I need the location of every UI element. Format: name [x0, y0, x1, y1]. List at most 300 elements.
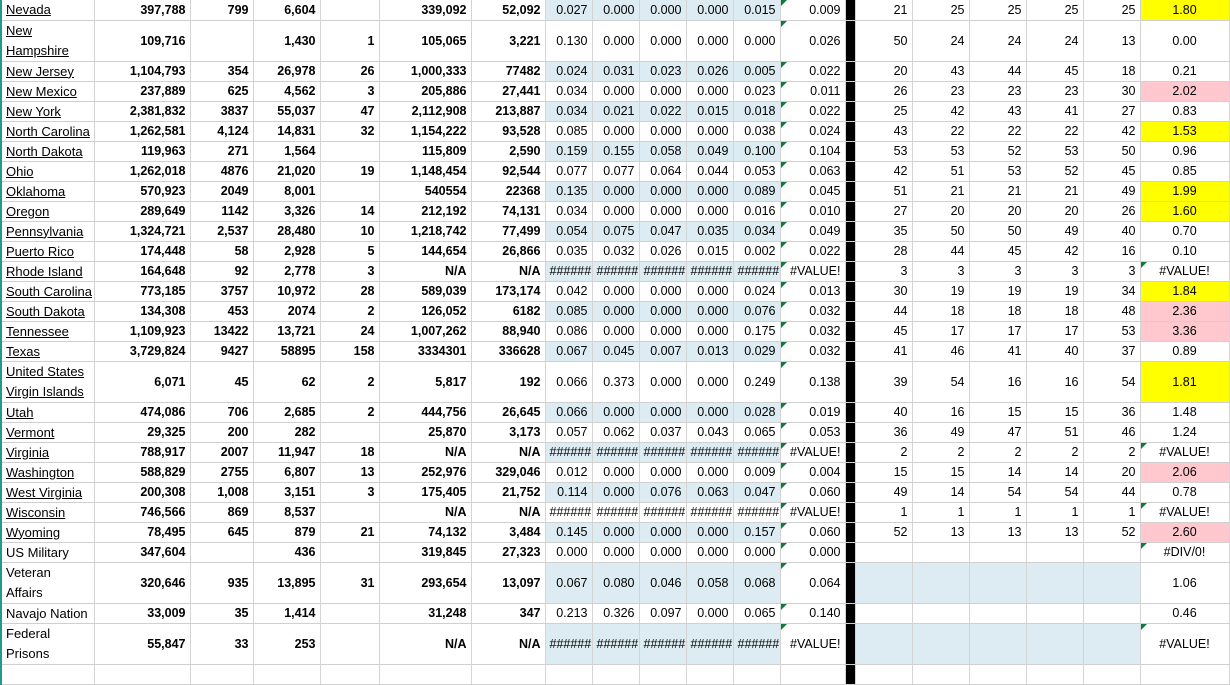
cell-n1[interactable]: 119,963: [94, 141, 190, 161]
cell-d3[interactable]: ######: [639, 261, 686, 281]
cell-r3[interactable]: [969, 623, 1026, 664]
cell-n2[interactable]: 2,537: [190, 221, 253, 241]
cell-n6[interactable]: 88,940: [471, 321, 545, 341]
cell-n5[interactable]: 444,756: [379, 402, 471, 422]
cell-d4[interactable]: 0.044: [686, 161, 733, 181]
cell-d1[interactable]: 0.077: [545, 161, 592, 181]
cell-d5[interactable]: 0.249: [733, 361, 780, 402]
table-row[interactable]: [1, 81, 1229, 101]
cell-d5[interactable]: 0.029: [733, 341, 780, 361]
cell-r1[interactable]: 44: [855, 301, 912, 321]
cell-r1[interactable]: 2: [855, 442, 912, 462]
cell-n3[interactable]: 1,414: [253, 603, 320, 623]
row-label-cell[interactable]: [1, 422, 94, 442]
cell-ratio[interactable]: 2.60: [1140, 522, 1229, 542]
cell-ratio[interactable]: 2.36: [1140, 301, 1229, 321]
cell-d4[interactable]: 0.015: [686, 241, 733, 261]
cell-r5[interactable]: [1083, 603, 1140, 623]
cell-r1[interactable]: [855, 562, 912, 603]
cell-r5[interactable]: 36: [1083, 402, 1140, 422]
cell-d5[interactable]: ######: [733, 442, 780, 462]
row-label-cell[interactable]: [1, 181, 94, 201]
cell-d3[interactable]: 0.037: [639, 422, 686, 442]
cell-n4[interactable]: 10: [320, 221, 379, 241]
cell-n6[interactable]: 3,173: [471, 422, 545, 442]
cell-r5[interactable]: 26: [1083, 201, 1140, 221]
cell-r3[interactable]: [969, 603, 1026, 623]
cell-r5[interactable]: 2: [1083, 442, 1140, 462]
cell-n4[interactable]: [320, 603, 379, 623]
table-row[interactable]: [1, 623, 1229, 664]
cell-r1[interactable]: 15: [855, 462, 912, 482]
cell-d4[interactable]: 0.000: [686, 321, 733, 341]
cell-r2[interactable]: 17: [912, 321, 969, 341]
cell-n6[interactable]: N/A: [471, 261, 545, 281]
row-label-link[interactable]: South Dakota: [6, 303, 85, 319]
cell-n2[interactable]: 2755: [190, 462, 253, 482]
cell-r2[interactable]: 54: [912, 361, 969, 402]
cell-r1[interactable]: 25: [855, 101, 912, 121]
row-label-cell[interactable]: [1, 402, 94, 422]
cell-n2[interactable]: 1,008: [190, 482, 253, 502]
cell-d1[interactable]: 0.159: [545, 141, 592, 161]
cell-d6[interactable]: 0.022: [780, 61, 845, 81]
cell-r4[interactable]: 42: [1026, 241, 1083, 261]
cell-d6[interactable]: #VALUE!: [780, 261, 845, 281]
cell-r5[interactable]: 40: [1083, 221, 1140, 241]
cell-n3[interactable]: 2,928: [253, 241, 320, 261]
cell-d5[interactable]: 0.053: [733, 161, 780, 181]
cell-r1[interactable]: 21: [855, 0, 912, 20]
cell-n4[interactable]: 19: [320, 161, 379, 181]
cell-n2[interactable]: 4,124: [190, 121, 253, 141]
cell-n2[interactable]: 4876: [190, 161, 253, 181]
cell-d4[interactable]: 0.000: [686, 201, 733, 221]
cell-d6[interactable]: 0.024: [780, 121, 845, 141]
cell-ratio[interactable]: #DIV/0!: [1140, 542, 1229, 562]
cell-ratio[interactable]: 0.96: [1140, 141, 1229, 161]
cell-n3[interactable]: 4,562: [253, 81, 320, 101]
cell-n3[interactable]: 6,604: [253, 0, 320, 20]
cell-d2[interactable]: 0.000: [592, 181, 639, 201]
row-label-cell[interactable]: [1, 522, 94, 542]
cell-d3[interactable]: 0.000: [639, 301, 686, 321]
cell-d1[interactable]: 0.135: [545, 181, 592, 201]
cell-d1[interactable]: 0.035: [545, 241, 592, 261]
table-body[interactable]: [1, 0, 1229, 684]
cell-d4[interactable]: 0.015: [686, 101, 733, 121]
cell-d5[interactable]: 0.065: [733, 603, 780, 623]
cell-n5[interactable]: 1,148,454: [379, 161, 471, 181]
cell-r1[interactable]: 42: [855, 161, 912, 181]
cell-n1[interactable]: 2,381,832: [94, 101, 190, 121]
cell-r1[interactable]: [855, 542, 912, 562]
cell-r2[interactable]: 14: [912, 482, 969, 502]
cell-n4[interactable]: 2: [320, 402, 379, 422]
cell-ratio[interactable]: 0.00: [1140, 20, 1229, 61]
cell-ratio[interactable]: 1.24: [1140, 422, 1229, 442]
table-row[interactable]: [1, 181, 1229, 201]
table-row[interactable]: [1, 482, 1229, 502]
cell-d6[interactable]: [780, 664, 845, 684]
cell-ratio[interactable]: 1.53: [1140, 121, 1229, 141]
cell-n3[interactable]: 11,947: [253, 442, 320, 462]
cell-d4[interactable]: 0.000: [686, 121, 733, 141]
cell-n1[interactable]: 174,448: [94, 241, 190, 261]
cell-d2[interactable]: 0.155: [592, 141, 639, 161]
cell-n3[interactable]: 55,037: [253, 101, 320, 121]
cell-n4[interactable]: 47: [320, 101, 379, 121]
cell-r4[interactable]: 18: [1026, 301, 1083, 321]
cell-d3[interactable]: 0.023: [639, 61, 686, 81]
cell-d5[interactable]: 0.000: [733, 542, 780, 562]
cell-ratio[interactable]: 1.48: [1140, 402, 1229, 422]
table-row[interactable]: [1, 241, 1229, 261]
cell-d4[interactable]: 0.000: [686, 542, 733, 562]
cell-r3[interactable]: 2: [969, 442, 1026, 462]
cell-d3[interactable]: 0.007: [639, 341, 686, 361]
cell-d1[interactable]: 0.034: [545, 101, 592, 121]
cell-r5[interactable]: [1083, 562, 1140, 603]
cell-r4[interactable]: 13: [1026, 522, 1083, 542]
cell-d6[interactable]: 0.013: [780, 281, 845, 301]
cell-d4[interactable]: ######: [686, 502, 733, 522]
table-row[interactable]: [1, 161, 1229, 181]
cell-r5[interactable]: 34: [1083, 281, 1140, 301]
cell-n3[interactable]: 14,831: [253, 121, 320, 141]
cell-r4[interactable]: 16: [1026, 361, 1083, 402]
cell-d2[interactable]: 0.000: [592, 462, 639, 482]
cell-n6[interactable]: N/A: [471, 623, 545, 664]
cell-r2[interactable]: 16: [912, 402, 969, 422]
cell-n4[interactable]: 28: [320, 281, 379, 301]
cell-d3[interactable]: ######: [639, 442, 686, 462]
cell-d6[interactable]: #VALUE!: [780, 502, 845, 522]
cell-n5[interactable]: 126,052: [379, 301, 471, 321]
cell-d5[interactable]: 0.015: [733, 0, 780, 20]
cell-n2[interactable]: 645: [190, 522, 253, 542]
cell-r5[interactable]: 27: [1083, 101, 1140, 121]
cell-n1[interactable]: 1,324,721: [94, 221, 190, 241]
cell-ratio[interactable]: 1.80: [1140, 0, 1229, 20]
cell-d1[interactable]: 0.054: [545, 221, 592, 241]
cell-ratio[interactable]: 0.85: [1140, 161, 1229, 181]
cell-r4[interactable]: 2: [1026, 442, 1083, 462]
cell-r3[interactable]: 52: [969, 141, 1026, 161]
cell-r1[interactable]: [855, 664, 912, 684]
cell-d3[interactable]: 0.000: [639, 81, 686, 101]
cell-n4[interactable]: [320, 623, 379, 664]
cell-n4[interactable]: 158: [320, 341, 379, 361]
cell-d3[interactable]: 0.000: [639, 402, 686, 422]
cell-n1[interactable]: 134,308: [94, 301, 190, 321]
cell-d2[interactable]: 0.000: [592, 20, 639, 61]
table-row[interactable]: [1, 141, 1229, 161]
cell-r4[interactable]: [1026, 542, 1083, 562]
cell-r4[interactable]: 14: [1026, 462, 1083, 482]
cell-r5[interactable]: 44: [1083, 482, 1140, 502]
cell-n1[interactable]: [94, 664, 190, 684]
cell-n6[interactable]: 26,645: [471, 402, 545, 422]
cell-r4[interactable]: 22: [1026, 121, 1083, 141]
cell-n4[interactable]: 21: [320, 522, 379, 542]
cell-n1[interactable]: 746,566: [94, 502, 190, 522]
cell-d3[interactable]: 0.064: [639, 161, 686, 181]
cell-r2[interactable]: [912, 623, 969, 664]
cell-r2[interactable]: 20: [912, 201, 969, 221]
cell-d1[interactable]: 0.067: [545, 341, 592, 361]
cell-d5[interactable]: 0.016: [733, 201, 780, 221]
cell-n6[interactable]: 52,092: [471, 0, 545, 20]
cell-n6[interactable]: 3,484: [471, 522, 545, 542]
cell-ratio[interactable]: 1.81: [1140, 361, 1229, 402]
cell-n2[interactable]: [190, 542, 253, 562]
table-row[interactable]: [1, 442, 1229, 462]
row-label-cell[interactable]: [1, 221, 94, 241]
cell-n5[interactable]: 175,405: [379, 482, 471, 502]
row-label-cell[interactable]: [1, 442, 94, 462]
table-row[interactable]: [1, 422, 1229, 442]
cell-d6[interactable]: 0.060: [780, 482, 845, 502]
cell-d6[interactable]: 0.138: [780, 361, 845, 402]
cell-r5[interactable]: 37: [1083, 341, 1140, 361]
cell-n6[interactable]: 192: [471, 361, 545, 402]
cell-n5[interactable]: 212,192: [379, 201, 471, 221]
cell-d6[interactable]: 0.064: [780, 562, 845, 603]
cell-n1[interactable]: 289,649: [94, 201, 190, 221]
row-label-cell[interactable]: [1, 101, 94, 121]
cell-d2[interactable]: 0.021: [592, 101, 639, 121]
cell-d5[interactable]: ######: [733, 623, 780, 664]
cell-d2[interactable]: 0.000: [592, 402, 639, 422]
row-label-link[interactable]: Utah: [6, 404, 34, 420]
cell-n5[interactable]: 25,870: [379, 422, 471, 442]
cell-r5[interactable]: 20: [1083, 462, 1140, 482]
cell-n1[interactable]: 1,262,581: [94, 121, 190, 141]
cell-n1[interactable]: 200,308: [94, 482, 190, 502]
cell-n2[interactable]: 869: [190, 502, 253, 522]
cell-d6[interactable]: 0.011: [780, 81, 845, 101]
cell-r5[interactable]: 50: [1083, 141, 1140, 161]
cell-n5[interactable]: 1,154,222: [379, 121, 471, 141]
cell-r1[interactable]: 27: [855, 201, 912, 221]
cell-d5[interactable]: 0.002: [733, 241, 780, 261]
cell-r3[interactable]: 17: [969, 321, 1026, 341]
cell-d5[interactable]: ######: [733, 502, 780, 522]
cell-n4[interactable]: 3: [320, 81, 379, 101]
cell-n2[interactable]: 3757: [190, 281, 253, 301]
cell-n5[interactable]: N/A: [379, 261, 471, 281]
cell-d1[interactable]: 0.034: [545, 81, 592, 101]
cell-d4[interactable]: 0.063: [686, 482, 733, 502]
cell-n6[interactable]: 27,441: [471, 81, 545, 101]
cell-n2[interactable]: 200: [190, 422, 253, 442]
cell-n2[interactable]: 58: [190, 241, 253, 261]
cell-r5[interactable]: 53: [1083, 321, 1140, 341]
row-label-cell[interactable]: [1, 201, 94, 221]
cell-d4[interactable]: 0.000: [686, 301, 733, 321]
cell-r2[interactable]: 42: [912, 101, 969, 121]
cell-n3[interactable]: 3,326: [253, 201, 320, 221]
cell-r2[interactable]: 53: [912, 141, 969, 161]
cell-d2[interactable]: 0.062: [592, 422, 639, 442]
cell-n5[interactable]: 1,007,262: [379, 321, 471, 341]
cell-r2[interactable]: 24: [912, 20, 969, 61]
row-label-cell[interactable]: [1, 61, 94, 81]
cell-r2[interactable]: 23: [912, 81, 969, 101]
cell-n6[interactable]: [471, 664, 545, 684]
cell-d3[interactable]: [639, 664, 686, 684]
cell-d3[interactable]: 0.046: [639, 562, 686, 603]
cell-d6[interactable]: 0.026: [780, 20, 845, 61]
cell-n4[interactable]: 3: [320, 261, 379, 281]
cell-r5[interactable]: 49: [1083, 181, 1140, 201]
cell-r4[interactable]: 49: [1026, 221, 1083, 241]
cell-d4[interactable]: 0.000: [686, 603, 733, 623]
cell-n3[interactable]: 28,480: [253, 221, 320, 241]
cell-n1[interactable]: 320,646: [94, 562, 190, 603]
cell-d5[interactable]: 0.175: [733, 321, 780, 341]
cell-n3[interactable]: [253, 664, 320, 684]
row-label-link[interactable]: Pennsylvania: [6, 223, 84, 239]
cell-n1[interactable]: 55,847: [94, 623, 190, 664]
table-row[interactable]: [1, 542, 1229, 562]
cell-r3[interactable]: 15: [969, 402, 1026, 422]
cell-r5[interactable]: 25: [1083, 0, 1140, 20]
cell-d3[interactable]: 0.000: [639, 542, 686, 562]
cell-d2[interactable]: 0.080: [592, 562, 639, 603]
table-row[interactable]: [1, 522, 1229, 542]
cell-d5[interactable]: 0.034: [733, 221, 780, 241]
cell-d5[interactable]: 0.000: [733, 20, 780, 61]
cell-d2[interactable]: 0.000: [592, 0, 639, 20]
cell-n4[interactable]: 32: [320, 121, 379, 141]
cell-n1[interactable]: 3,729,824: [94, 341, 190, 361]
cell-r3[interactable]: 3: [969, 261, 1026, 281]
row-label-cell[interactable]: [1, 482, 94, 502]
cell-r1[interactable]: 52: [855, 522, 912, 542]
cell-r2[interactable]: 22: [912, 121, 969, 141]
cell-d2[interactable]: 0.000: [592, 201, 639, 221]
cell-d2[interactable]: 0.000: [592, 482, 639, 502]
cell-n3[interactable]: 3,151: [253, 482, 320, 502]
cell-r4[interactable]: 41: [1026, 101, 1083, 121]
cell-n2[interactable]: 271: [190, 141, 253, 161]
cell-d1[interactable]: 0.114: [545, 482, 592, 502]
cell-r2[interactable]: 46: [912, 341, 969, 361]
cell-r1[interactable]: 20: [855, 61, 912, 81]
cell-n1[interactable]: 237,889: [94, 81, 190, 101]
cell-n1[interactable]: 109,716: [94, 20, 190, 61]
cell-d1[interactable]: 0.057: [545, 422, 592, 442]
cell-ratio[interactable]: 2.02: [1140, 81, 1229, 101]
cell-ratio[interactable]: #VALUE!: [1140, 502, 1229, 522]
cell-n1[interactable]: 1,109,923: [94, 321, 190, 341]
cell-n5[interactable]: 205,886: [379, 81, 471, 101]
cell-r4[interactable]: [1026, 623, 1083, 664]
cell-n2[interactable]: 935: [190, 562, 253, 603]
cell-n5[interactable]: 31,248: [379, 603, 471, 623]
table-row[interactable]: [1, 0, 1229, 20]
row-label-cell[interactable]: [1, 20, 94, 61]
table-row[interactable]: [1, 321, 1229, 341]
row-label-cell[interactable]: [1, 141, 94, 161]
cell-n3[interactable]: 8,537: [253, 502, 320, 522]
cell-n2[interactable]: 2007: [190, 442, 253, 462]
cell-d6[interactable]: #VALUE!: [780, 623, 845, 664]
cell-n6[interactable]: 77482: [471, 61, 545, 81]
cell-d1[interactable]: 0.213: [545, 603, 592, 623]
cell-n1[interactable]: 33,009: [94, 603, 190, 623]
cell-d5[interactable]: 0.005: [733, 61, 780, 81]
cell-ratio[interactable]: 3.36: [1140, 321, 1229, 341]
table-row[interactable]: [1, 562, 1229, 603]
cell-d3[interactable]: 0.000: [639, 121, 686, 141]
row-label-cell[interactable]: [1, 341, 94, 361]
cell-n1[interactable]: 788,917: [94, 442, 190, 462]
cell-d5[interactable]: 0.157: [733, 522, 780, 542]
row-label-link[interactable]: North Dakota: [6, 143, 83, 159]
cell-r4[interactable]: 24: [1026, 20, 1083, 61]
cell-ratio[interactable]: 0.21: [1140, 61, 1229, 81]
row-label-link[interactable]: West Virginia: [6, 484, 83, 500]
cell-r4[interactable]: 54: [1026, 482, 1083, 502]
cell-r4[interactable]: 17: [1026, 321, 1083, 341]
cell-d2[interactable]: ######: [592, 623, 639, 664]
cell-r1[interactable]: 26: [855, 81, 912, 101]
row-label-link[interactable]: Puerto Rico: [6, 243, 74, 259]
row-label-cell[interactable]: [1, 121, 94, 141]
cell-d4[interactable]: 0.000: [686, 281, 733, 301]
cell-ratio[interactable]: 1.06: [1140, 562, 1229, 603]
cell-n6[interactable]: N/A: [471, 502, 545, 522]
cell-r2[interactable]: 19: [912, 281, 969, 301]
cell-n4[interactable]: [320, 141, 379, 161]
cell-r4[interactable]: 1: [1026, 502, 1083, 522]
cell-n6[interactable]: 6182: [471, 301, 545, 321]
cell-n5[interactable]: 589,039: [379, 281, 471, 301]
cell-r1[interactable]: 40: [855, 402, 912, 422]
cell-r5[interactable]: 13: [1083, 20, 1140, 61]
cell-d5[interactable]: 0.028: [733, 402, 780, 422]
table-row[interactable]: [1, 221, 1229, 241]
cell-d2[interactable]: 0.000: [592, 522, 639, 542]
cell-r3[interactable]: 50: [969, 221, 1026, 241]
cell-n3[interactable]: 10,972: [253, 281, 320, 301]
table-row[interactable]: [1, 603, 1229, 623]
row-label-cell[interactable]: [1, 321, 94, 341]
cell-d3[interactable]: 0.000: [639, 361, 686, 402]
cell-n3[interactable]: 2,685: [253, 402, 320, 422]
cell-d6[interactable]: 0.140: [780, 603, 845, 623]
cell-r1[interactable]: 50: [855, 20, 912, 61]
cell-r4[interactable]: 25: [1026, 0, 1083, 20]
cell-n3[interactable]: 1,430: [253, 20, 320, 61]
cell-r5[interactable]: 18: [1083, 61, 1140, 81]
cell-n3[interactable]: 62: [253, 361, 320, 402]
cell-d4[interactable]: 0.000: [686, 361, 733, 402]
cell-ratio[interactable]: 1.99: [1140, 181, 1229, 201]
cell-n1[interactable]: 1,262,018: [94, 161, 190, 181]
cell-d6[interactable]: 0.004: [780, 462, 845, 482]
cell-d2[interactable]: 0.031: [592, 61, 639, 81]
cell-n1[interactable]: 773,185: [94, 281, 190, 301]
cell-r3[interactable]: 16: [969, 361, 1026, 402]
table-row[interactable]: [1, 121, 1229, 141]
cell-d1[interactable]: 0.066: [545, 402, 592, 422]
cell-d2[interactable]: 0.000: [592, 81, 639, 101]
cell-d2[interactable]: 0.000: [592, 301, 639, 321]
